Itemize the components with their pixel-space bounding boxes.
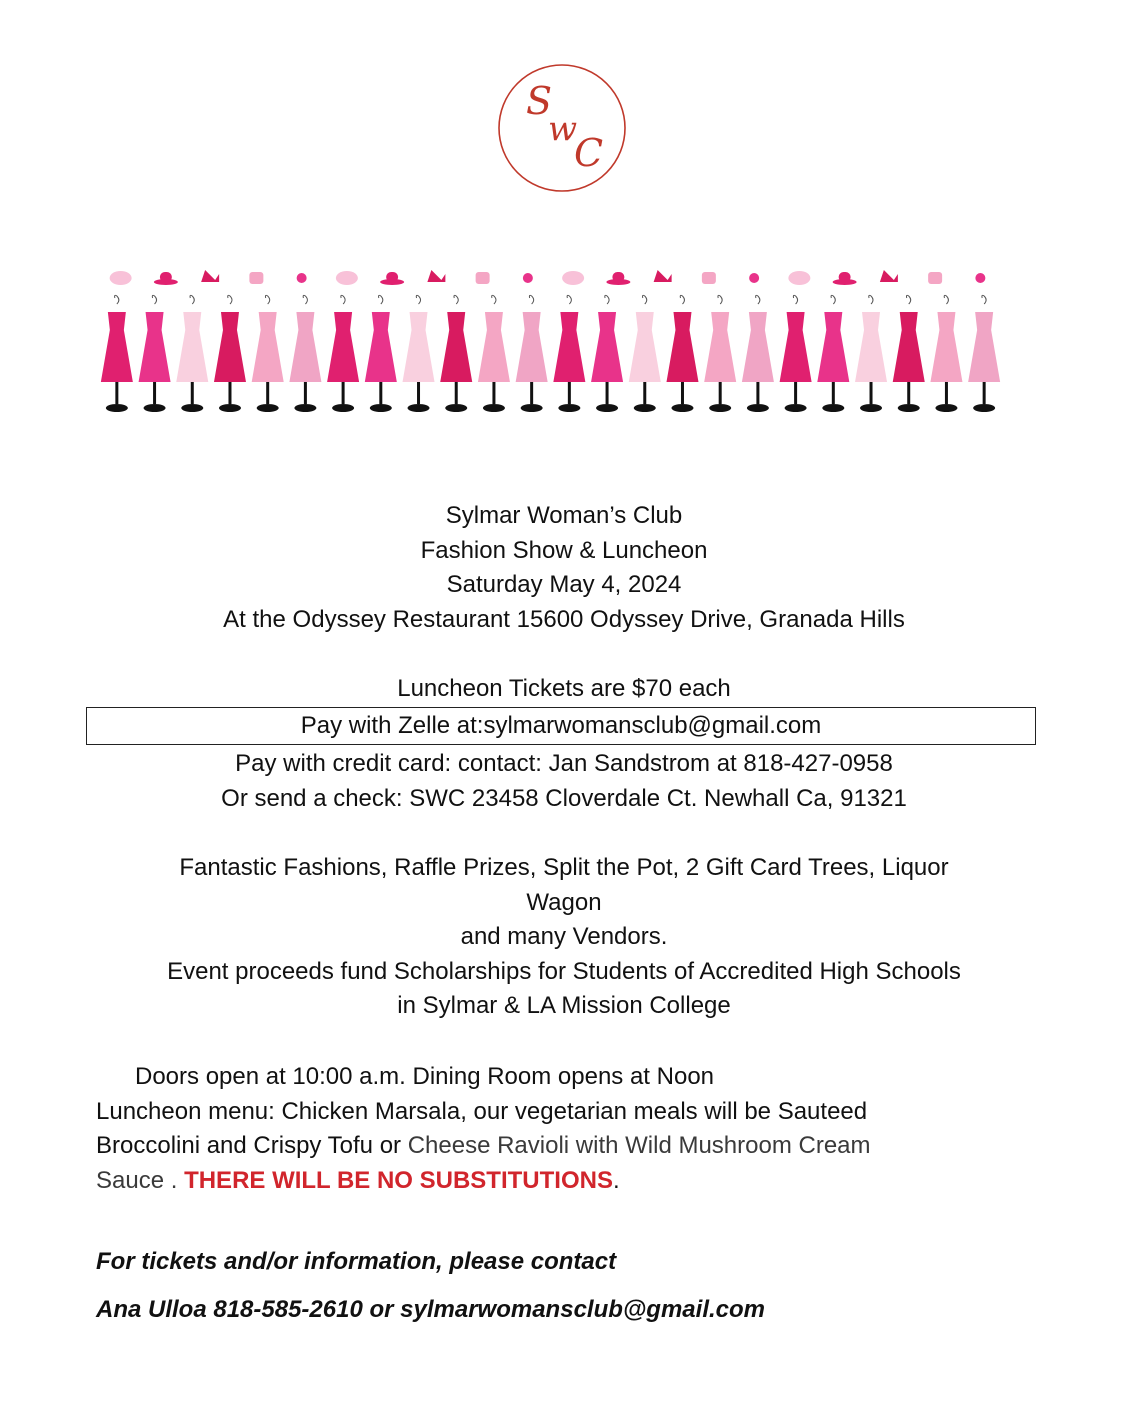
payment-options (0, 747, 1128, 816)
no-substitutions-warning: THERE WILL BE NO SUBSTITUTIONS (184, 1166, 613, 1194)
mannequin-stand (153, 382, 156, 404)
mannequin-stand (794, 382, 797, 404)
stand-base (106, 404, 128, 412)
hanger-hook (454, 295, 458, 304)
svg-text:w: w (548, 109, 578, 149)
hanger-hook (982, 295, 986, 304)
mannequin-stand (870, 382, 873, 404)
event-title: Fashion Show & Luncheon (420, 536, 708, 564)
dress (704, 312, 736, 382)
event-details (0, 499, 1128, 637)
hanger-hook (379, 295, 383, 304)
jewelry-icon (749, 273, 759, 283)
hanger-hook (303, 295, 307, 304)
dress (101, 312, 133, 382)
stand-base (898, 404, 920, 412)
dress (893, 312, 925, 382)
hanger-hook (831, 295, 835, 304)
dress (516, 312, 548, 382)
mannequin-stand (304, 382, 307, 404)
hat-crown (160, 272, 172, 282)
features-line: Fantastic Fashions, Raffle Prizes, Split the Pot, 2 Gift Card Trees, Liquor (179, 854, 949, 881)
dress (289, 312, 321, 382)
dress (742, 312, 774, 382)
event-date: Saturday May 4, 2024 (446, 571, 682, 598)
dress (139, 312, 171, 382)
warning-period: . (612, 1166, 620, 1194)
mannequin-stand (568, 382, 571, 404)
mannequin-stand (756, 382, 759, 404)
features-block (0, 851, 1128, 1024)
stand-base (445, 404, 467, 412)
shoe-icon (880, 270, 898, 282)
hanger-hook (416, 295, 420, 304)
stand-base (219, 404, 241, 412)
ticket-price-block (0, 672, 1128, 707)
stand-base (558, 404, 580, 412)
mannequin-stand (492, 382, 495, 404)
dress (629, 312, 661, 382)
stand-base (634, 404, 656, 412)
hat-icon (788, 271, 810, 285)
stand-base (181, 404, 203, 412)
hanger-hook (756, 295, 760, 304)
menu-alt-text: Cheese Ravioli with Wild Mushroom Cream (407, 1132, 871, 1159)
purse-icon (249, 272, 263, 284)
hanger-hook (680, 295, 684, 304)
menu-line: Luncheon menu: Chicken Marsala, our vegetarian meals will be Sauteed (96, 1097, 868, 1125)
dress (817, 312, 849, 382)
hat-icon (110, 271, 132, 285)
features-line: and many Vendors. (460, 923, 668, 950)
stand-base (408, 404, 430, 412)
stand-base (860, 404, 882, 412)
dress (855, 312, 887, 382)
mannequin-stand (455, 382, 458, 404)
stand-base (596, 404, 618, 412)
contact-prompt: For tickets and/or information, please contact (96, 1248, 617, 1275)
fashion-banner-illustration (98, 260, 1003, 428)
hat-crown (839, 272, 851, 282)
purse-icon (476, 272, 490, 284)
hanger-hook (605, 295, 609, 304)
stand-base (332, 404, 354, 412)
mannequin-stand (945, 382, 948, 404)
menu-alt-text: Sauce . (96, 1166, 185, 1194)
stand-base (935, 404, 957, 412)
dress (478, 312, 510, 382)
dress (214, 312, 246, 382)
mannequin-stand (266, 382, 269, 404)
stand-base (370, 404, 392, 412)
dress (327, 312, 359, 382)
hanger-hook (529, 295, 533, 304)
mannequin-stand (643, 382, 646, 404)
hat-icon (562, 271, 584, 285)
contact-details: Ana Ulloa 818-585-2610 or sylmarwomansclub@gmail.com (96, 1296, 765, 1323)
svg-text:C: C (574, 131, 604, 175)
hat-crown (612, 272, 624, 282)
stand-base (257, 404, 279, 412)
jewelry-icon (297, 273, 307, 283)
hanger-hook (190, 295, 194, 304)
features-line: Wagon (526, 888, 602, 916)
mannequin-stand (832, 382, 835, 404)
hanger-hook (869, 295, 873, 304)
hat-crown (386, 272, 398, 282)
dress (176, 312, 208, 382)
shoe-icon (201, 270, 219, 282)
hanger-hook (115, 295, 119, 304)
mannequin-stand (191, 382, 194, 404)
schedule-menu-block (96, 1060, 1056, 1198)
mannequin-stand (342, 382, 345, 404)
dress (252, 312, 284, 382)
hanger-hook (944, 295, 948, 304)
club-name: Sylmar Woman’s Club (445, 502, 683, 529)
dress (365, 312, 397, 382)
hanger-hook (492, 295, 496, 304)
dress (968, 312, 1000, 382)
mannequin-stand (228, 382, 231, 404)
stand-base (822, 404, 844, 412)
dress (930, 312, 962, 382)
stand-base (709, 404, 731, 412)
mannequin-stand (417, 382, 420, 404)
stand-base (521, 404, 543, 412)
mannequin-stand (606, 382, 609, 404)
mannequin-stand (719, 382, 722, 404)
dress (591, 312, 623, 382)
stand-base (747, 404, 769, 412)
shoe-icon (427, 270, 445, 282)
jewelry-icon (523, 273, 533, 283)
hat-icon (336, 271, 358, 285)
proceeds-line: in Sylmar & LA Mission College (397, 992, 731, 1019)
dress (403, 312, 435, 382)
check-payment: Or send a check: SWC 23458 Cloverdale Ct. Newhall Ca, 91321 (221, 784, 907, 812)
hanger-hook (152, 295, 156, 304)
event-venue: At the Odyssey Restaurant 15600 Odyssey Drive, Granada Hills (223, 605, 905, 633)
proceeds-line: Event proceeds fund Scholarships for Students of Accredited High Schools (167, 957, 961, 985)
stand-base (671, 404, 693, 412)
menu-line (96, 1164, 1056, 1199)
dress (666, 312, 698, 382)
menu-line (96, 1129, 1056, 1164)
jewelry-icon (975, 273, 985, 283)
mannequin-stand (530, 382, 533, 404)
shoe-icon (654, 270, 672, 282)
swc-logo (496, 62, 628, 194)
hanger-hook (228, 295, 232, 304)
stand-base (144, 404, 166, 412)
purse-icon (928, 272, 942, 284)
hanger-hook (718, 295, 722, 304)
purse-icon (702, 272, 716, 284)
hanger-hook (643, 295, 647, 304)
menu-text: Broccolini and Crispy Tofu or (96, 1132, 408, 1159)
mannequin-stand (907, 382, 910, 404)
zelle-payment-box: Pay with Zelle at:sylmarwomansclub@gmail.com (86, 707, 1036, 745)
mannequin-stand (115, 382, 118, 404)
stand-base (973, 404, 995, 412)
ticket-price: Luncheon Tickets are $70 each (397, 675, 731, 702)
hanger-hook (265, 295, 269, 304)
svg-text:S: S (526, 79, 553, 123)
mannequin-stand (681, 382, 684, 404)
stand-base (785, 404, 807, 412)
doors-open-text: Doors open at 10:00 a.m. Dining Room opens at Noon (135, 1063, 715, 1090)
dress (553, 312, 585, 382)
mannequin-stand (379, 382, 382, 404)
credit-card-payment: Pay with credit card: contact: Jan Sandstrom at 818-427-0958 (235, 750, 893, 777)
hanger-hook (793, 295, 797, 304)
stand-base (483, 404, 505, 412)
mannequin-stand (983, 382, 986, 404)
dress (780, 312, 812, 382)
hanger-hook (341, 295, 345, 304)
stand-base (294, 404, 316, 412)
hanger-hook (906, 295, 910, 304)
hanger-hook (567, 295, 571, 304)
dress (440, 312, 472, 382)
